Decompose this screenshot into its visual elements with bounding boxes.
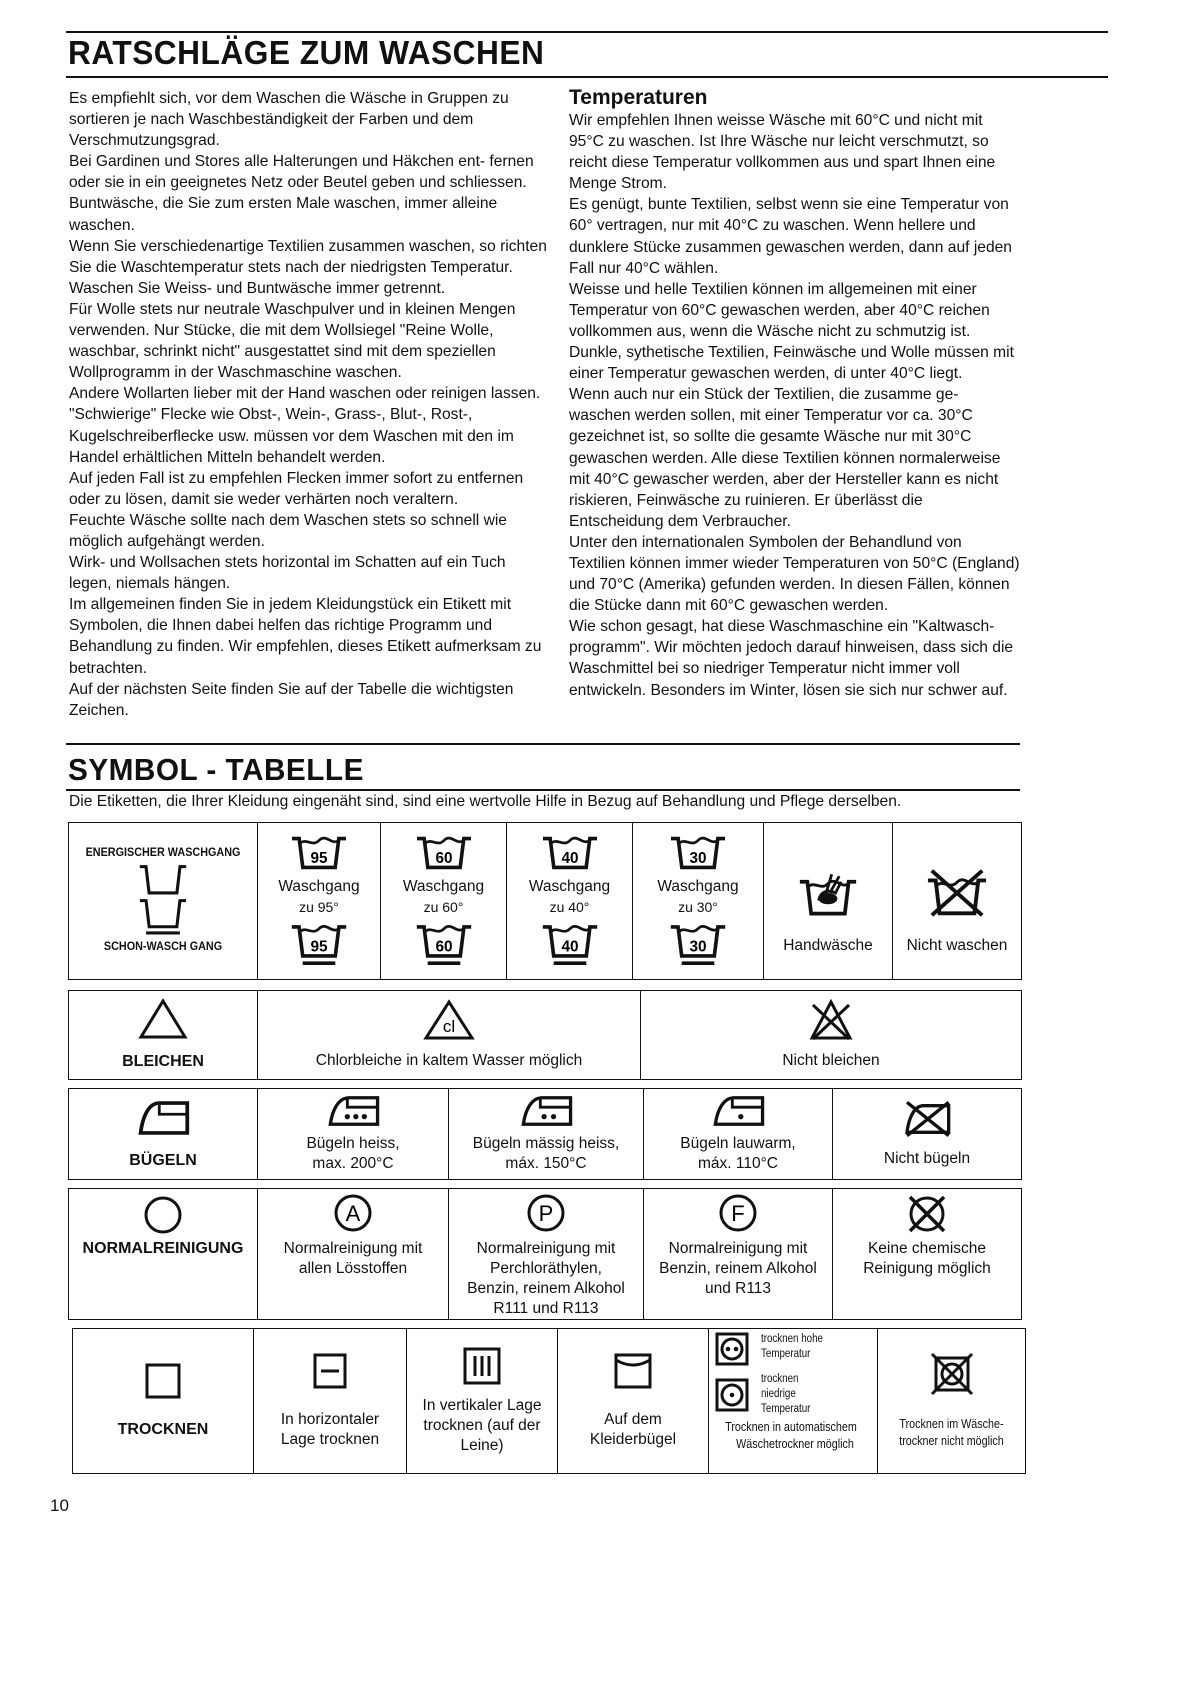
iron-medium-cell: [449, 1089, 644, 1180]
iron-warm-line2: máx. 110°C: [698, 1155, 778, 1172]
cleaning-label: NORMALREINIGUNG: [82, 1240, 244, 1257]
clean-p-line2: Perchloräthylen,: [489, 1260, 602, 1277]
iron-medium-line2: máx. 150°C: [505, 1155, 587, 1172]
clean-f-cell: [644, 1189, 833, 1320]
wash-tub-icon: [137, 862, 189, 896]
temp-60-number-gentle: 60: [434, 938, 453, 956]
gentle-wash-tub-icon: [137, 896, 189, 936]
no-iron-cell: [833, 1089, 1022, 1180]
dry-line-line1: In vertikaler Lage: [422, 1397, 542, 1414]
paragraph: Unter den internationalen Symbolen der Behandlund von Textilien können immer wieder Temperaturen von 50°C (England) und 70°C (Amerika) gefunden werden. In diesen Fällen, können die Stücke dann mit 60°C gewaschen werden.: [569, 533, 1020, 615]
chlorine-bleach-label: Chlorbleiche in kaltem Wasser möglich: [315, 1052, 583, 1069]
wash-95-caption-2: zu 95°: [299, 899, 339, 915]
symbol-table-title: SYMBOL - TABELLE: [68, 752, 364, 787]
paragraph: Wir empfehlen Ihnen weisse Wäsche mit 60°C und nicht mit 95°C zu waschen. Ist Ihre Wäsche nur leicht verschmutzt, so reicht diese Temperatur vollkommen aus und spart Ihnen eine Menge Strom.: [569, 112, 996, 193]
dry-flat-line1: In horizontaler: [280, 1411, 380, 1428]
wash-60-caption-1: Waschgang: [402, 878, 485, 895]
paragraph: Wie schon gesagt, hat diese Waschmaschine ein "Kaltwasch-programm". Wir möchten jedoch darauf hinweisen, dass sich die Waschmittel bei so niedriger Temperatur nicht immer voll entwickeln. Besonders im Winter, lösen sie sich nur schwer auf.: [569, 618, 1014, 699]
no-wash-label: Nicht waschen: [906, 937, 1008, 954]
tumble-low-line3: Temperatur: [761, 1403, 811, 1415]
chlorine-bleach-icon: [423, 999, 475, 1041]
paragraph: "Schwierige" Flecke wie Obst-, Wein-, Grass-, Blut-, Rost-, Kugelschreiberflecke usw. müssen vor dem Waschen mit den im Handel erhältlichen Mitteln behandelt werden.: [69, 406, 514, 466]
no-wash-icon: [926, 866, 988, 918]
iron-warm-icon: [707, 1094, 769, 1128]
wash-60-cell: [381, 823, 507, 980]
temp-30-number-gentle: 30: [689, 938, 707, 956]
wash-40-caption-2: zu 40°: [549, 899, 590, 915]
clean-p-line4: R111 und R113: [493, 1300, 599, 1317]
clean-a-icon: [333, 1193, 373, 1233]
iron-icon: [135, 1097, 191, 1139]
clean-f-line2: Benzin, reinem Alkohol: [659, 1260, 817, 1277]
clean-p-line1: Normalreinigung mit: [476, 1240, 616, 1257]
hand-wash-icon: [798, 868, 858, 918]
clean-f-letter: F: [731, 1201, 745, 1226]
tumble-high-line1: trocknen hohe: [761, 1333, 823, 1345]
no-clean-line1: Keine chemische: [867, 1240, 987, 1257]
temp-40-number-gentle: 40: [560, 938, 579, 956]
paragraph: Wenn auch nur ein Stück der Textilien, die zusamme ge- waschen werden sollen, mit einer Temperatur vor ca. 30°C gezeichnet ist, so sollte die gesamte Wäsche nur mit 30°C gewaschen werden. Alle diese Textilien können normalerweise mit 40°C gewascher werden, aber der Hersteller kann es nicht riskieren, Feinwäsche zu ruinieren. Er überlässt die Entscheidung dem Verbraucher.: [569, 386, 1001, 530]
temp-95-number-gentle: 95: [310, 938, 328, 956]
no-clean-cell: [833, 1189, 1022, 1320]
bleach-label-cell: [69, 991, 258, 1080]
paragraph: Wenn Sie verschiedenartige Textilien zusammen waschen, so richten Sie die Waschtemperatur stets nach der niedrigsten Temperatur.: [69, 237, 547, 276]
no-tumble-cell: [878, 1329, 1026, 1474]
chlorine-symbol-text: cl: [442, 1017, 456, 1036]
clean-f-line3: und R113: [704, 1280, 772, 1297]
no-iron-label: Nicht bügeln: [883, 1150, 971, 1167]
iron-medium-icon: [515, 1094, 577, 1128]
dry-hanger-cell: [558, 1329, 709, 1474]
gentle-wash-30-icon: [669, 923, 727, 967]
tumble-ok-line2: Wäschetrockner möglich: [736, 1437, 854, 1451]
no-bleach-label: Nicht bleichen: [782, 1052, 880, 1069]
wash-40-caption-1: Waschgang: [528, 878, 611, 895]
washing-advice-text: [69, 88, 549, 721]
paragraph: Feuchte Wäsche sollte nach dem Waschen stets so schnell wie möglich aufgehängt werden.: [69, 511, 507, 550]
wash-30-caption-1: Waschgang: [657, 878, 739, 895]
tumble-low-icon: [715, 1378, 749, 1412]
no-clean-line2: Reinigung möglich: [863, 1260, 991, 1277]
clean-f-line1: Normalreinigung mit: [668, 1240, 808, 1257]
symbols-intro: Die Etiketten, die Ihrer Kleidung eingenäht sind, sind eine wertvolle Hilfe in Bezug auf Behandlung und Pflege derselben.: [69, 793, 902, 810]
clean-a-cell: [258, 1189, 449, 1320]
paragraph: Für Wolle stets nur neutrale Waschpulver und in kleinen Mengen verwenden. Nur Stücke, die mit dem Wollsiegel "Reine Wolle, waschbar, schrinkt nicht" ausgestattet sind mit dem speziellen Wollprogramm in der Waschmaschine waschen.: [69, 300, 516, 382]
gentle-wash-60-icon: [415, 923, 473, 967]
iron-warm-line1: Bügeln lauwarm,: [680, 1135, 796, 1152]
temp-30-number: 30: [689, 849, 707, 867]
paragraph: Weisse und helle Textilien können im allgemeinen mit einer Temperatur von 60°C gewaschen werden, aber 40°C reichen vollkommen aus, wenn die Wäsche nicht zu schmutzig ist.: [569, 280, 990, 340]
iron-hot-line1: Bügeln heiss,: [306, 1135, 400, 1152]
tumble-dry-cell: [709, 1329, 878, 1474]
drying-label-cell: [73, 1329, 254, 1474]
paragraph: Andere Wollarten lieber mit der Hand waschen oder reinigen lassen.: [69, 385, 541, 403]
clean-p-letter: P: [538, 1201, 554, 1226]
paragraph: Auf jeden Fall ist zu empfehlen Flecken immer sofort zu entfernen oder zu lösen, damit sie weder verhärten noch veraltern.: [69, 469, 524, 508]
paragraph: Waschen Sie Weiss- und Buntwäsche immer getrennt.: [69, 279, 446, 297]
no-tumble-icon: [930, 1352, 974, 1396]
paragraph: Bei Gardinen und Stores alle Halterungen und Häkchen ent- fernen oder sie in ein geeignetes Netz oder Beutel geben und schliessen.: [69, 153, 534, 192]
iron-symbols-table: [68, 1088, 1022, 1180]
drying-label: TROCKNEN: [117, 1421, 209, 1438]
drying-symbols-table: [72, 1328, 1026, 1474]
no-tumble-line1: Trocknen im Wäsche-: [899, 1417, 1004, 1431]
paragraph: Wirk- und Wollsachen stets horizontal im Schatten auf ein Tuch legen, niemals hängen.: [69, 554, 506, 593]
wash-95-caption-1: Waschgang: [278, 878, 360, 895]
gentle-wash-label: SCHON-WASCH GANG: [103, 939, 223, 953]
clean-a-line1: Normalreinigung mit: [283, 1240, 423, 1257]
wash-40-cell: [507, 823, 633, 980]
tumble-high-line2: Temperatur: [761, 1348, 811, 1360]
paragraph: Dunkle, sythetische Textilien, Feinwäsche und Wolle müssen mit einer Temperatur gewaschen werden, di unter 40°C liegt.: [569, 344, 1014, 383]
temp-40-number: 40: [561, 849, 578, 867]
chlorine-bleach-cell: [258, 991, 641, 1080]
iron-label-cell: [69, 1089, 258, 1180]
wash-60-caption-2: zu 60°: [423, 899, 464, 915]
iron-hot-cell: [258, 1089, 449, 1180]
no-iron-icon: [902, 1099, 952, 1139]
clean-p-line3: Benzin, reinem Alkohol: [467, 1280, 625, 1297]
dry-flat-line2: Lage trocknen: [280, 1431, 380, 1448]
clean-f-icon: [718, 1193, 758, 1233]
wash-40-icon: [541, 835, 599, 871]
gentle-wash-40-icon: [541, 923, 599, 967]
temp-95-number: 95: [310, 849, 328, 867]
dry-hanger-line2: Kleiderbügel: [589, 1431, 677, 1448]
no-bleach-cell: [641, 991, 1022, 1080]
iron-medium-line1: Bügeln mässig heiss,: [472, 1135, 620, 1152]
wash-95-icon: [290, 835, 348, 871]
dry-flat-cell: [254, 1329, 407, 1474]
clean-a-letter: A: [345, 1201, 361, 1226]
hand-wash-cell: [764, 823, 893, 980]
iron-warm-cell: [644, 1089, 833, 1180]
dry-line-line2: trocknen (auf der: [423, 1417, 541, 1434]
clean-p-cell: [449, 1189, 644, 1320]
cleaning-label-cell: [69, 1189, 258, 1320]
tumble-high-icon: [715, 1332, 749, 1366]
wash-30-icon: [669, 835, 727, 871]
temperature-heading: Temperaturen: [569, 86, 708, 109]
paragraph: Buntwäsche, die Sie zum ersten Male waschen, immer alleine waschen.: [69, 195, 498, 234]
bleach-label: BLEICHEN: [122, 1053, 204, 1070]
dry-cleaning-symbols-table: [68, 1188, 1022, 1320]
iron-label: BÜGELN: [129, 1152, 197, 1169]
no-clean-icon: [906, 1193, 948, 1235]
page-number: 10: [50, 1496, 69, 1515]
cleaning-circle-icon: [143, 1195, 183, 1235]
paragraph: Es genügt, bunte Textilien, selbst wenn sie eine Temperatur von 60° vertragen, nur mit 40°C zu waschen. Wenn hellere und dunklere Stücke zusammen gewaschen werden, dann auf jeden Fall nur 40°C wählen.: [569, 196, 1012, 277]
wash-intensity-cell: [69, 823, 258, 980]
paragraph: Im allgemeinen finden Sie in jedem Kleidungstück ein Etikett mit Symbolen, die Ihnen dabei helfen das richtige Programm und Behandlung zu finden. Wir empfehlen, dieses Etikett aufmerksam zu betrachten.: [69, 596, 542, 677]
hand-wash-label: Handwäsche: [783, 937, 873, 954]
tumble-ok-line1: Trocknen in automatischem: [725, 1420, 857, 1434]
no-wash-cell: [893, 823, 1022, 980]
tumble-low-line2: niedrige: [761, 1388, 796, 1400]
energetic-wash-label: ENERGISCHER WASCHGANG: [85, 845, 241, 859]
temperature-text: [569, 110, 1021, 701]
paragraph: Auf der nächsten Seite finden Sie auf der Tabelle die wichtigsten Zeichen.: [69, 680, 514, 719]
bleach-triangle-icon: [138, 998, 188, 1040]
page-title: RATSCHLÄGE ZUM WASCHEN: [68, 34, 545, 71]
wash-60-icon: [415, 835, 473, 871]
clean-a-line2: allen Lösstoffen: [298, 1260, 408, 1277]
iron-hot-line2: max. 200°C: [312, 1155, 394, 1172]
dry-hanger-icon: [613, 1352, 653, 1390]
wash-30-cell: [633, 823, 764, 980]
temp-60-number: 60: [435, 849, 452, 867]
wash-symbols-table: [68, 822, 1022, 980]
dry-line-line3: Leine): [460, 1437, 504, 1454]
dry-line-icon: [462, 1346, 502, 1386]
clean-p-icon: [526, 1193, 566, 1233]
dry-hanger-line1: Auf dem: [604, 1411, 662, 1428]
dry-line-cell: [407, 1329, 558, 1474]
dry-flat-icon: [312, 1352, 348, 1390]
no-tumble-line2: trockner nicht möglich: [899, 1434, 1004, 1448]
iron-hot-icon: [322, 1094, 384, 1128]
paragraph: Es empfiehlt sich, vor dem Waschen die Wäsche in Gruppen zu sortieren je nach Waschbeständigkeit der Farben und dem Verschmutzungsgrad.: [69, 90, 509, 150]
wash-95-cell: [258, 823, 381, 980]
wash-30-caption-2: zu 30°: [678, 899, 718, 915]
bleach-symbols-table: [68, 990, 1022, 1080]
drying-square-icon: [144, 1362, 182, 1400]
no-bleach-icon: [809, 999, 853, 1041]
gentle-wash-95-icon: [290, 923, 348, 967]
tumble-low-line1: trocknen: [761, 1373, 799, 1385]
